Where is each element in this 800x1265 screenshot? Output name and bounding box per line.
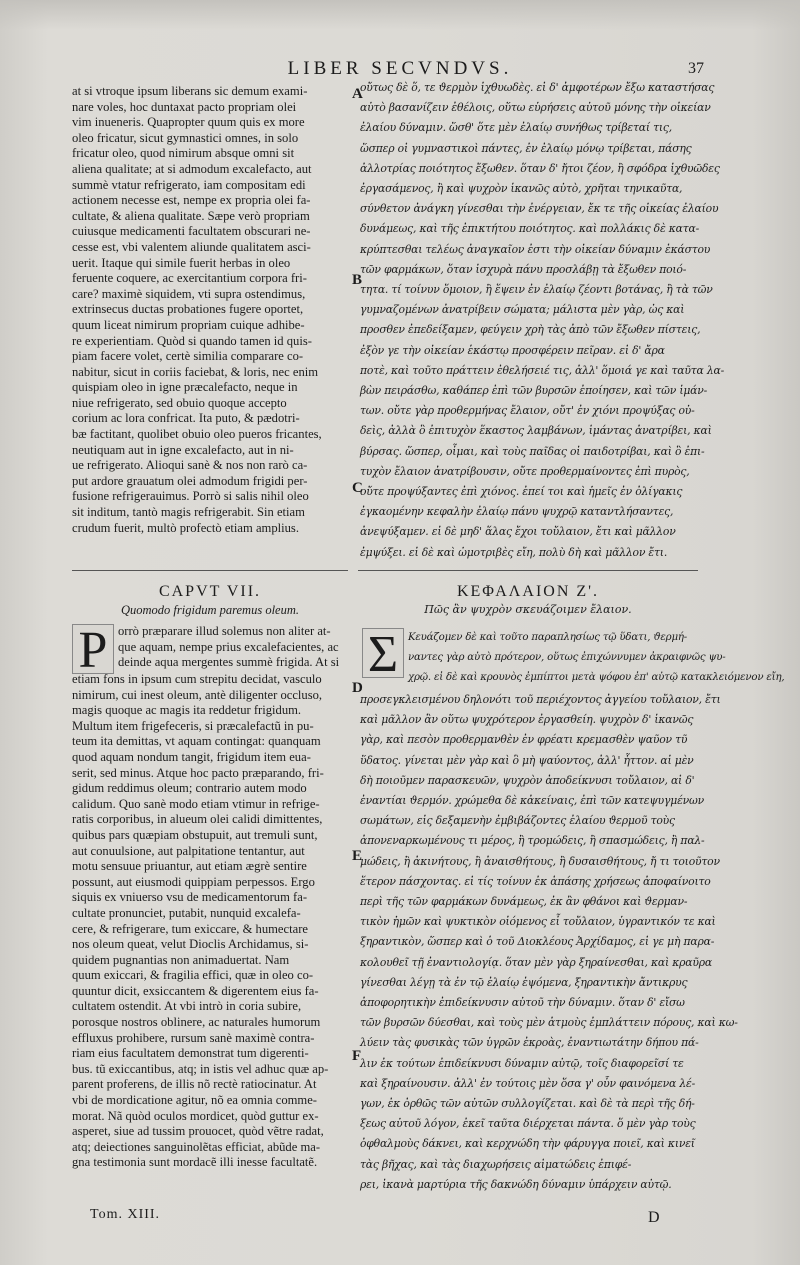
margin-letter-d: D — [352, 680, 363, 696]
running-header: LIBER SECVNDVS. — [287, 58, 513, 79]
greek-text-first: Κευάζομεν δὲ καὶ τοῦτο παραπλησίως τῷ ὕδατι, ϑερμή- ναντες γὰρ αὐτὸ πρότερον, οὕτως ἐπιχώννυμεν ἀκραιφνῶς ψυ- χρῷ. εἰ δὲ καὶ κρουνὸς ἐμπίπτοι μετὰ ψόφου ἐπ' αὐτῷ κατακλειόμενον εἴη, — [408, 632, 785, 684]
latin-column-bottom — [72, 672, 346, 1202]
margin-letter-b: B — [352, 272, 363, 288]
page-number: 37 — [688, 60, 704, 77]
page-shadow — [0, 0, 800, 30]
latin-text-top: at si vtroque ipsum liberans sic demum exami- nare voles, hoc duntaxat pacto propriam olei vim inueneris. Quapropter quum quis ex more oleo fricatur, sicut gymnastici omnes, in solo fricatur oleo, quod nimirum absque omni sit aliena qualitate; at si admodum excalefacto, aut summè vtatur refrigerato, iam compositam edi actionem necesse est, nempe ex propria olei fa- cultate, & aliena qualitate. Sæpe verò propriam cuiusque medicamenti facultatem obscurari ne- cesse est, vbi valentem aliunde qualitatem asci- uerit. Itaque qui simile fuerit herbas in oleo feruente coquere, ac exercitantium corpora fri- care? maximè siquidem, vti supra ostendimus, extrinsecus ductas probationes fugere oportet, quum liceat nimirum propriam cuique adhibe- re experientiam. Quòd si quando tamen id quis- piam facere volet, certè similia comparare co- nabitur, sicut in coriis faciebat, & loris, nec enim quispiam oleo in igne præcalefacto, neque in niue refrigerato, sed obuio quoque accepto corium ac lora confricat. Ita puto, & pædotri- bæ factitant, quolibet obuio oleo pueros fricantes, neutiquam aut in igne excalefacto, aut in ni- ue refrigerato. Alioqui sanè & nos non rarò ca- put ardore grauatum olei admodum frigidi per- fusione refrigerauimus. Porrò si salis nihil oleo sit inditum, tantò magis refrigerabit. Sin etiam crudum fuerit, multò profectò etiam amplius. — [72, 84, 322, 535]
margin-letter-f: F — [352, 1048, 362, 1064]
catchword: D — [648, 1209, 660, 1226]
left-section-rule — [72, 570, 348, 571]
margin-letter-c: C — [352, 480, 363, 496]
margin-letter-e: E — [352, 848, 363, 864]
greek-column-top — [360, 78, 725, 562]
greek-drop-initial: Σ — [362, 628, 404, 678]
latin-column-top — [72, 84, 346, 562]
signature-mark: Tom. XIII. — [90, 1207, 161, 1222]
right-chapter-title: ΚΕΦΑΛΑΙΟΝ Ζ'. — [456, 583, 600, 600]
left-chapter-title: CAPVT VII. — [158, 583, 262, 600]
left-chapter-subtitle: Quomodo frigidum paremus oleum. — [120, 603, 299, 617]
greek-text-top: οὔτως δὲ ὅ, τε ϑερμὸν ἰχθυωδὲς. εἰ δ' ἀμφοτέρων ἔξω καταστήσας αὐτὸ βασανίζειν ἐθέλοις, οὕτω εὑρήσεις αὐτοῦ μόνης τὴν οἰκείαν ἐλαίου δύναμιν. ὥσθ' ὅτε μὲν ἐλαίῳ συνήθως τρίβεταί τις, ὥσπερ οἱ γυμναστικοὶ πάντες, ἐν ἐλαίῳ μόνῳ τρίβεται, πάσης ἀλλοτρίας ποιότητος ἔξωθεν. ὅταν δ' ἤτοι ζέον, ἢ σφόδρα ἰχθυῶδες ἐργασάμενος, ἢ καὶ ψυχρὸν ἱκανῶς αὐτὸ, χρῆται τηνικαῦτα, σύνθετον ἀνάγκη γίνεσθαι τὴν ἐνέργειαν, ἔκ τε τῆς οἰκείας ἐλαίου δυνάμεως, καὶ τῆς ἐπικτήτου ποιότητος. καὶ πολλάκις δὲ κατα- κρύπτεσθαι τελέως ἀναγκαῖον ἐστι τὴν οἰκείαν δύναμιν ἑκάστου τῶν φαρμάκων, ὅταν ἰσχυρὰ πάνυ προσλάβῃ τὰ ἔξωθεν ποιό- τητα. τί τοίνυν ὅμοιον, ἢ ἕψειν ἐν ἐλαίῳ ζέοντι βοτάνας, ἢ τὰ τῶν γυμναζομένων ἀνατρίβειν σώματα; μάλιστα μὲν γὰρ, ὡς καὶ προσθεν ἐπεδείξαμεν, φεύγειν χρὴ τὰς ἀπὸ τῶν ἔξωθεν πίστεις, ἐξὸν γε τὴν οἰκείαν ἑκάστῳ προσφέρειν πεῖραν. εἰ δ' ἄρα ποτὲ, καὶ τοῦτο πράττειν ἐθελήσειέ τις, ἀλλ' ὅμοιά γε καὶ ταῦτα λα- βὼν πειράσθω, καθάπερ ἐπὶ τῶν βυρσῶν ἐποίησεν, καὶ τῶν ἱμάν- των. οὔτε γὰρ προθερμήνας ἔλαιον, οὔτ' ἐν χιόνι προψύξας οὐ- δεὶς, ἀλλὰ ὃ ἐπιτυχὸν ἕκαστος λαμβάνων, ἱμάντας ἀνατρίβει, καὶ βύρσας. ὥσπερ, οἶμαι, καὶ τοὺς παῖδας οἱ παιδοτρίβαι, καὶ ὃ ἐπι- τυχὸν ἔλαιον ἀνατρίβουσιν, οὔτε προθερμαίνοντες ἐπὶ πυρὸς, οὔτε προψύξαντες ἐπὶ χιόνος. ἐπεί τοι καὶ ἡμεῖς ἐν ὀλίγακις ἐγκαομένην κεφαλὴν ἐλαίῳ πάνυ ψυχρῷ καταντλήσαντες, ἀνεψύξαμεν. εἰ δὲ μηδ' ἅλας ἔχοι τοὔλαιον, ἔτι καὶ μᾶλλον ἐμψύξει. εἰ δὲ καὶ ὠμοτριβὲς εἴη, πολὺ δὴ καὶ μᾶλλον ἔτι. — [360, 81, 725, 559]
latin-first-lines — [118, 624, 346, 672]
margin-letter-a: A — [352, 86, 363, 102]
latin-text-bottom: etiam fons in ipsum cum strepitu decidat, vasculo nimirum, cui inest oleum, antè diligenter occluso, magis quoque ac magis ita reddetur frigidum. Multum item frigefeceris, si præcalefactũ in pu- teum ita demittas, vt aquam contingat: quanquam quod aquam nondum tangit, frigidum item eua- serit, sed minus. Atque hoc pacto præparando, fri- gidum reddimus oleum; contrario autem modo calidum. Quo sanè modo etiam vtimur in refrige- ratis corporibus, in alueum olei calidi dimittentes, quibus pars quæpiam obstupuit, aut tremuli sunt, aut conuulsione, aut palpitatione tentantur, aut motu sensuue priuantur, aut etiam ægrè sentire possunt, aut eiusmodi quippiam perpessos. Ergo siquis ex vniuerso vsu de medicamentorum fa- cultate pronunciet, putabit, nunquid excalefa- cere, & refrigerare, tum exiccare, & humectare nos oleum queat, velut Dioclis Archidamus, si- quidem pugnantias non animaduertat. Nam quum exiccari, & fragilia effici, quæ in oleo co- quuntur dicit, exsiccantem & digerentem eius fa- cultatem ostendit. At vbi intrò in coria subire, porosque nostros oblinere, ac naturales humorum effluxus prohibere, rursum sanè maximè contra- riam eius facultatem demonstrat tum digerenti- bus. tũ exiccantibus, atq; in istis vel adhuc quæ ap- parent proferens, de illis nõ rectè ratiocinatur. At vbi de mordicatione agitur, nõ ea omnia comme- morat. Nã quòd oculos mordicet, quòd guttur ex- asperet, siue ad tussim prouocet, quòd vẽtre radat, atq; deiectiones sanguinolẽtas efficiat, abũde ma- gna testimonia sunt mordacẽ illi inesse facultatẽ. — [72, 672, 329, 1170]
right-section-rule — [358, 570, 698, 571]
latin-drop-initial: P — [72, 624, 114, 674]
greek-first-lines — [408, 628, 785, 690]
greek-text-bottom: προσεγκλεισμένου δηλονότι τοῦ περιέχοντος ἀγγείου τοὔλαιον, ἔτι καὶ μᾶλλον ἂν οὕτω ψυχρότερον ἐργασθείη. ψυχρὸν δ' ἱκανῶς γὰρ, καὶ πεσὸν προθερμανθὲν ἐν φρέατι κρεμασθὲν ψαῦον τῦ ὕδατος. γίνεται μὲν γὰρ καὶ ὃ μὴ ψαύοντος, ἀλλ' ἧττον. αἰ μὲν δὴ ποιοῦμεν παρασκευῶν, ψυχρὸν ἀποδείκνυσι τοὔλαιον, αἱ δ' ἐναντίαι ϑερμόν. χρώμεθα δὲ κἀκείναις, ἐπὶ τῶν κατεψυγμένων σωμάτων, εἰς δεξαμενὴν ἐμβιβάζοντες ἐλαίου ϑερμοῦ τοὺς ἀπονεναρκωμένους τι μέρος, ἢ τρομώδεις, ἢ σπασμώδεις, ἢ παλ- μώδεις, ἢ ἀκινήτους, ἢ ἀναισθήτους, ἢ δυσαισθήτους, ἤ τι τοιοῦτον ἕτερον πάσχοντας. εἰ τίς τοίνυν ἐκ ἁπάσης χρήσεως ἀποφαίνοιτο περὶ τῆς τῶν φαρμάκων δυνάμεως, ἐκ ἂν φθάνοι καὶ ϑερμαν- τικὸν ἡμῶν καὶ ψυκτικὸν οἰόμενος εἶ τοὔλαιον, ὑγραντικόν τε καὶ ξηραντικὸν, ὥσπερ καὶ ὁ τοῦ Διοκλέους Ἀρχίδαμος, εἰ γε μὴ παρα- κολουθεῖ τῇ ἐναντιολογίᾳ. ὅταν μὲν γὰρ ξηραίνεσθαι, καὶ κραῦρα γίνεσθαι λέγῃ τὰ ἐν τῷ ἐλαίῳ ἑψόμενα, ξηραντικὴν ἄντικρυς ἀποφορητικὴν ἐπιδείκνυσιν αὐτοῦ τὴν δύναμιν. ὅταν δ' εἴσω τῶν βυρσῶν δύεσθαι, καὶ τοὺς μὲν ἀτμοὺς ἐμπλάττειν πόρους, καὶ κω- λύειν τὰς φυσικὰς τῶν ὑγρῶν ἐκροὰς, ἐναντιωτάτην δήπου πά- λιν ἐκ τούτων ἐπιδείκνυσι δύναμιν αὐτῷ, τοῖς διαφορεῖσί τε καὶ ξηραίνουσιν. ἀλλ' ἐν τούτοις μὲν ὅσα γ' οὖν φαινόμενα λέ- γων, ἐκ ὀρθῶς τῶν αὐτῶν συλλογίζεται. καὶ δὲ τὰ περὶ τῆς δή- ξεως αὐτοῦ λόγον, ἐκεῖ ταῦτα διέρχεται πάντα. ὅ μὲν γὰρ τοὺς ὀφθαλμοὺς δάκνει, καὶ κερχνώδη τὴν φάρυγγα ποιεῖ, καὶ κινεῖ τὰς βῆχας, καὶ τὰς διαχωρήσεις αἱματώδεις ἐπιφέ- ρει, ἱκανὰ μαρτύρια τῆς δακνώδη δύναμιν ὑπάρχειν αὐτῷ. — [360, 693, 738, 1191]
right-chapter-subtitle: Πῶς ἂν ψυχρὸν σκευάζοιμεν ἔλαιον. — [424, 603, 632, 616]
greek-column-bottom — [360, 690, 738, 1202]
latin-text-first: orrò præparare illud solemus non aliter at- que aquam, nempe prius excalefacientes, ac deinde aqua mergentes summè frigida. At si — [118, 624, 340, 670]
